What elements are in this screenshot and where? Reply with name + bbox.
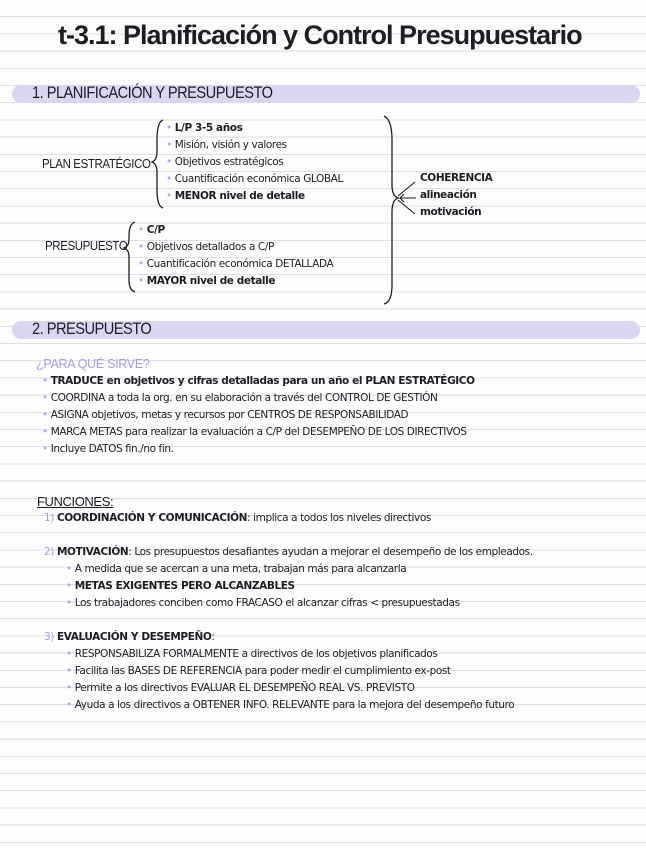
- para-item: • Incluye DATOS fin./no fin.: [42, 443, 174, 455]
- plan-item: • Cuantificación económica GLOBAL: [166, 173, 343, 185]
- funcion-2: 2) MOTIVACIÓN: Los presupuestos desafiantes ayudan a mejorar el desempeño de los empleados.: [44, 546, 533, 558]
- funcion-3-item: • Ayuda a los directivos a OBTENER INFO. RELEVANTE para la mejora del desempeño futuro: [66, 699, 515, 711]
- page-title: t-3.1: Planificación y Control Presupuestario: [58, 20, 582, 50]
- funcion-2-item: • METAS EXIGENTES PERO ALCANZABLES: [66, 580, 295, 592]
- funcion-3-item: • Facilita las BASES DE REFERENCIA para poder medir el cumplimiento ex-post: [66, 665, 451, 677]
- section-1-heading: 1. PLANIFICACIÓN Y PRESUPUESTO: [32, 83, 273, 102]
- funcion-3-item: • RESPONSABILIZA FORMALMENTE a directivos de los objetivos planificados: [66, 648, 438, 660]
- funcion-2-item: • Los trabajadores conciben como FRACASO el alcanzar cifras < presupuestadas: [66, 597, 460, 609]
- para-item: • MARCA METAS para realizar la evaluación a C/P del DESEMPEÑO DE LOS DIRECTIVOS: [42, 426, 467, 438]
- link-coherencia: COHERENCIA: [420, 172, 493, 184]
- presupuesto-item: • Objetivos detallados a C/P: [138, 241, 274, 253]
- funciones-heading: FUNCIONES:: [37, 494, 114, 509]
- funcion-2-item: • A medida que se acercan a una meta, trabajan más para alcanzarla: [66, 563, 407, 575]
- presupuesto-label: PRESUPUESTO: [45, 238, 128, 253]
- plan-estrategico-label: PLAN ESTRATÉGICO: [42, 156, 151, 171]
- funcion-1: 1) COORDINACIÓN Y COMUNICACIÓN: implica a todos los niveles directivos: [44, 512, 431, 524]
- presupuesto-item: • Cuantificación económica DETALLADA: [138, 258, 334, 270]
- link-motivacion: motivación: [420, 206, 482, 218]
- plan-item: • Misión, visión y valores: [166, 139, 287, 151]
- para-item: • TRADUCE en objetivos y cifras detalladas para un año el PLAN ESTRATÉGICO: [42, 375, 475, 387]
- section-2-heading: 2. PRESUPUESTO: [32, 319, 152, 338]
- plan-brace: [152, 120, 163, 208]
- para-item: • ASIGNA objetivos, metas y recursos por CENTROS DE RESPONSABILIDAD: [42, 409, 409, 421]
- arrow-down: [398, 200, 415, 214]
- para-item: • COORDINA a toda la org. en su elaboración a través del CONTROL DE GESTIÓN: [42, 392, 438, 404]
- funcion-3: 3) EVALUACIÓN Y DESEMPEÑO:: [44, 631, 215, 643]
- para-que-sirve: ¿PARA QUÉ SIRVE?: [36, 357, 150, 371]
- presupuesto-item: • C/P: [138, 224, 165, 236]
- link-alineacion: alineación: [420, 189, 477, 201]
- plan-item: • Objetivos estratégicos: [166, 156, 284, 168]
- presupuesto-item: • MAYOR nivel de detalle: [138, 275, 276, 287]
- right-brace: [384, 116, 398, 304]
- arrow-mid: [400, 194, 416, 202]
- arrow-up: [398, 182, 415, 196]
- presupuesto-brace: [124, 222, 135, 292]
- funcion-3-item: • Permite a los directivos EVALUAR EL DESEMPEÑO REAL VS. PREVISTO: [66, 682, 415, 694]
- plan-item: • MENOR nivel de detalle: [166, 190, 305, 202]
- plan-item: • L/P 3-5 años: [166, 122, 243, 134]
